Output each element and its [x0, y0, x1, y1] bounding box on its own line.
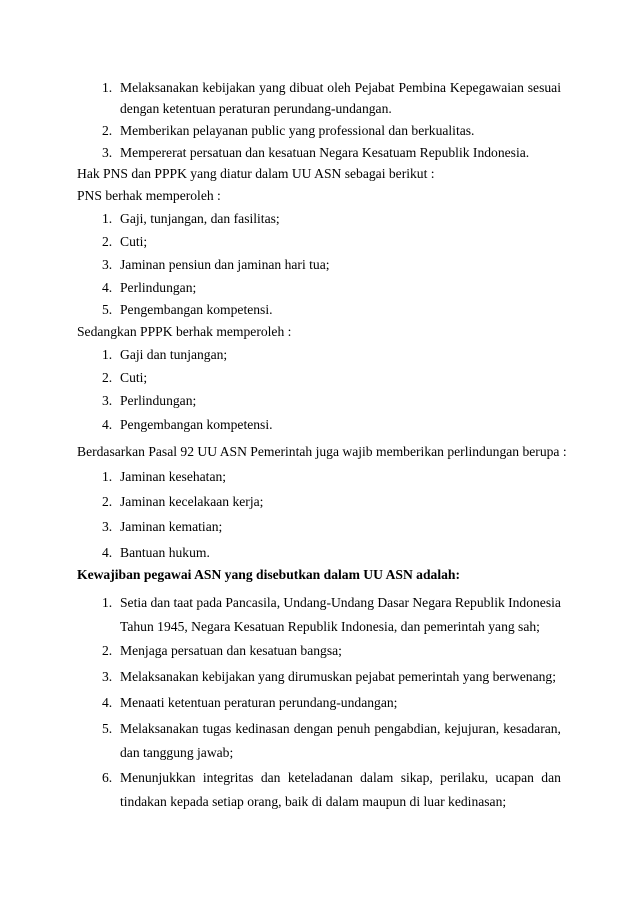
justified-word: Republik	[454, 595, 505, 610]
list-item: Bantuan hukum.	[120, 545, 210, 560]
list-number: 5.	[102, 721, 113, 736]
list-number: 2.	[102, 643, 113, 658]
justified-word: pengabdian,	[374, 721, 441, 736]
justified-word: kesadaran,	[503, 721, 561, 736]
list-number: 3.	[102, 669, 113, 684]
justified-word: Melaksanakan	[120, 721, 199, 736]
justified-word: penuh	[337, 721, 371, 736]
paragraph: Sedangkan PPPK berhak memperoleh :	[77, 324, 292, 339]
list-item: Cuti;	[120, 234, 148, 249]
list-number: 1.	[102, 80, 113, 95]
justified-word: dan	[260, 770, 281, 785]
list-item-justified	[120, 770, 561, 786]
list-item: Cuti;	[120, 370, 148, 385]
list-item: Menjaga persatuan dan kesatuan bangsa;	[120, 643, 342, 658]
justified-word: Negara	[412, 595, 452, 610]
section-heading: Kewajiban pegawai ASN yang disebutkan dalam UU ASN adalah:	[77, 567, 460, 582]
list-item: Jaminan kesehatan;	[120, 469, 227, 484]
justified-word: integritas	[202, 770, 254, 785]
list-number: 3.	[102, 519, 113, 534]
paragraph: Hak PNS dan PPPK yang diatur dalam UU ASN sebagai berikut :	[77, 166, 435, 181]
justified-word: Setia	[120, 595, 148, 610]
list-item-justified	[120, 721, 561, 737]
justified-word: kebijakan	[202, 80, 256, 95]
justified-word: oleh	[327, 80, 351, 95]
list-item: Pengembangan kompetensi.	[120, 302, 273, 317]
justified-word: yang	[259, 80, 286, 95]
list-number: 1.	[102, 347, 113, 362]
justified-word: dan	[150, 595, 171, 610]
justified-word: dalam	[360, 770, 394, 785]
list-item: Jaminan kematian;	[120, 519, 223, 534]
list-item-continuation: Tahun 1945, Negara Kesatuan Republik Indonesia, dan pemerintah yang sah;	[120, 619, 540, 634]
justified-word: perilaku,	[440, 770, 489, 785]
list-item: Memberikan pelayanan public yang professional dan berkualitas.	[120, 123, 475, 138]
list-number: 5.	[102, 302, 113, 317]
list-item: Menaati ketentuan peraturan perundang-undangan;	[120, 695, 398, 710]
justified-word: ucapan	[495, 770, 534, 785]
list-item: Gaji dan tunjangan;	[120, 347, 228, 362]
justified-word: Indonesia	[508, 595, 561, 610]
list-number: 2.	[102, 494, 113, 509]
justified-word: Melaksanakan	[120, 80, 199, 95]
justified-word: sesuai	[527, 80, 561, 95]
list-item-continuation: dengan ketentuan peraturan perundang-undangan.	[120, 101, 392, 116]
list-number: 3.	[102, 257, 113, 272]
list-number: 4.	[102, 695, 113, 710]
list-number: 3.	[102, 393, 113, 408]
list-item-justified	[120, 80, 561, 96]
list-item: Pengembangan kompetensi.	[120, 417, 273, 432]
justified-word: sikap,	[400, 770, 433, 785]
list-number: 4.	[102, 280, 113, 295]
justified-word: dibuat	[289, 80, 324, 95]
list-item: Gaji, tunjangan, dan fasilitas;	[120, 211, 280, 226]
justified-word: Undang-Undang	[283, 595, 375, 610]
list-item-continuation: dan tanggung jawab;	[120, 745, 234, 760]
paragraph: PNS berhak memperoleh :	[77, 188, 221, 203]
justified-word: keteladanan	[287, 770, 353, 785]
justified-word: Pancasila,	[225, 595, 281, 610]
list-number: 1.	[102, 469, 113, 484]
justified-word: Dasar	[377, 595, 410, 610]
list-number: 4.	[102, 417, 113, 432]
list-number: 3.	[102, 145, 113, 160]
list-item: Melaksanakan kebijakan yang dirumuskan pejabat pemerintah yang berwenang;	[120, 669, 556, 684]
list-item: Jaminan pensiun dan jaminan hari tua;	[120, 257, 330, 272]
list-item: Perlindungan;	[120, 393, 197, 408]
justified-word: kedinasan	[235, 721, 290, 736]
paragraph: Berdasarkan Pasal 92 UU ASN Pemerintah juga wajib memberikan perlindungan berupa :	[77, 444, 567, 459]
justified-word: dan	[541, 770, 561, 785]
list-number: 2.	[102, 370, 113, 385]
list-number: 1.	[102, 211, 113, 226]
justified-word: Pembina	[398, 80, 447, 95]
list-item: Perlindungan;	[120, 280, 197, 295]
justified-word: pada	[196, 595, 223, 610]
list-number: 2.	[102, 234, 113, 249]
justified-word: tugas	[202, 721, 232, 736]
list-number: 6.	[102, 770, 113, 785]
list-number: 4.	[102, 545, 113, 560]
justified-word: Menunjukkan	[120, 770, 196, 785]
list-item-continuation: tindakan kepada setiap orang, baik di dalam maupun di luar kedinasan;	[120, 794, 507, 809]
list-number: 2.	[102, 123, 113, 138]
list-item: Mempererat persatuan dan kesatuan Negara Kesatuam Republik Indonesia.	[120, 145, 530, 160]
justified-word: kejujuran,	[444, 721, 500, 736]
list-item-justified	[120, 595, 561, 611]
justified-word: Kepegawaian	[449, 80, 524, 95]
justified-word: dengan	[293, 721, 333, 736]
justified-word: taat	[173, 595, 194, 610]
justified-word: Pejabat	[354, 80, 395, 95]
list-item: Jaminan kecelakaan kerja;	[120, 494, 264, 509]
list-number: 1.	[102, 595, 113, 610]
